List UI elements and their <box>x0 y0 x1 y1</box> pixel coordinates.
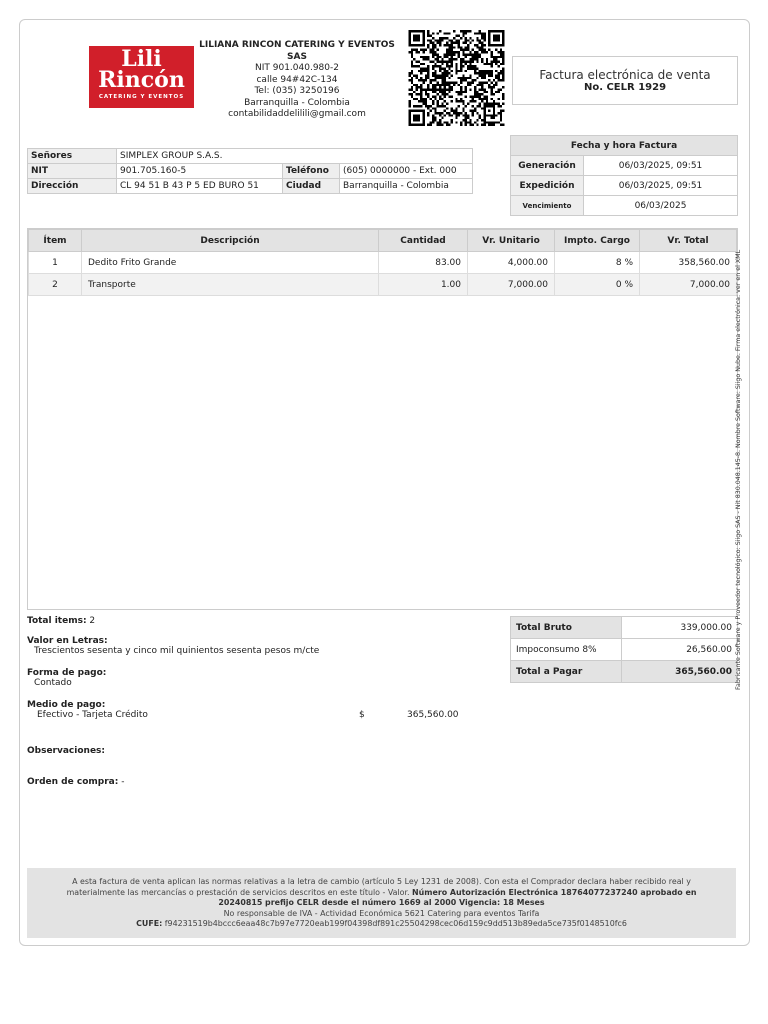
observaciones-label: Observaciones: <box>27 746 106 756</box>
date-expedicion: 06/03/2025, 09:51 <box>584 176 738 196</box>
total-pagar: 365,560.00 <box>622 661 738 683</box>
cufe-label: CUFE: <box>136 919 163 928</box>
company-nit: NIT 901.040.980-2 <box>255 63 339 73</box>
cell-impto: 8 % <box>555 252 640 274</box>
label-ciudad: Ciudad <box>283 179 340 194</box>
total-bruto: 339,000.00 <box>622 617 738 639</box>
cell-impto: 0 % <box>555 274 640 296</box>
col-total: Vr. Total <box>640 230 737 252</box>
client-city: Barranquilla - Colombia <box>340 179 473 194</box>
medio-pago <box>27 700 487 722</box>
company-info <box>194 40 400 121</box>
footer-tax-info: No responsable de IVA - Actividad Económica 5621 Catering para eventos Tarifa <box>223 908 540 918</box>
dates-header: Fecha y hora Factura <box>511 136 738 156</box>
cell-descripcion: Transporte <box>82 274 379 296</box>
legal-footer <box>27 868 736 938</box>
invoice-page <box>19 19 750 946</box>
forma-pago-value: Contado <box>34 678 72 688</box>
items-table <box>28 229 737 296</box>
label-impoconsumo: Impoconsumo 8% <box>511 639 622 661</box>
valor-letras-value: Trescientos sesenta y cinco mil quinientos sesenta pesos m/cte <box>34 646 320 656</box>
cell-unitario: 7,000.00 <box>468 274 555 296</box>
col-item: Ítem <box>29 230 82 252</box>
medio-pago-label: Medio de pago: <box>27 700 106 710</box>
client-nit: 901.705.160-5 <box>117 164 283 179</box>
dates-table <box>510 135 738 216</box>
cell-total: 358,560.00 <box>640 252 737 274</box>
cell-unitario: 4,000.00 <box>468 252 555 274</box>
cell-item: 1 <box>29 252 82 274</box>
client-phone: (605) 0000000 - Ext. 000 <box>340 164 473 179</box>
label-generacion: Generación <box>511 156 584 176</box>
label-total-bruto: Total Bruto <box>511 617 622 639</box>
document-title: Factura electrónica de venta <box>539 68 711 82</box>
total-items-label: Total items: <box>27 616 87 626</box>
qr-code <box>405 30 508 126</box>
orden-compra <box>27 777 124 787</box>
table-row <box>29 252 737 274</box>
logo-text-line3: CATERING Y EVENTOS <box>98 94 185 100</box>
cell-cantidad: 1.00 <box>379 274 468 296</box>
cell-item: 2 <box>29 274 82 296</box>
footer-legal-text: A esta factura de venta aplican las normas relativas a la letra de cambio (artículo 5 Ley 1231 de 2008). Con esta el Comprador declara haber recibido real y materialmente las mercancías o prestación de servicios descritos en este título - Valor. <box>66 877 691 897</box>
document-title-box <box>512 56 738 105</box>
label-telefono: Teléfono <box>283 164 340 179</box>
company-phone: Tel: (035) 3250196 <box>254 86 340 96</box>
document-number: No. CELR 1929 <box>583 82 667 93</box>
orden-compra-label: Orden de compra: <box>27 777 119 787</box>
company-logo <box>89 46 194 108</box>
table-row <box>29 274 737 296</box>
medio-pago-amount: 365,560.00 <box>407 710 459 720</box>
client-name: SIMPLEX GROUP S.A.S. <box>117 149 473 164</box>
medio-pago-currency: $ <box>359 710 365 720</box>
footer-authorization: Número Autorización Electrónica 18764077237240 aprobado en 20240815 prefijo CELR desde el número 1669 al 2000 Vigencia: 18 Meses <box>218 887 697 907</box>
impoconsumo: 26,560.00 <box>622 639 738 661</box>
col-impto: Impto. Cargo <box>555 230 640 252</box>
label-senores: Señores <box>28 149 117 164</box>
company-email: contabilidaddelilili@gmail.com <box>228 109 366 119</box>
forma-pago <box>27 668 106 688</box>
date-generacion: 06/03/2025, 09:51 <box>584 156 738 176</box>
cell-total: 7,000.00 <box>640 274 737 296</box>
cufe-value: f94231519b4bccc6eaa48c7b97e7720eab199f04398df891c25504298cec06d159c9dd513b89eda5ce735f0148510fc6 <box>164 919 627 928</box>
valor-letras <box>27 636 319 656</box>
valor-letras-label: Valor en Letras: <box>27 636 108 646</box>
observaciones <box>27 746 105 756</box>
label-expedicion: Expedición <box>511 176 584 196</box>
label-vencimiento: Vencimiento <box>511 196 584 216</box>
company-name: LILIANA RINCON CATERING Y EVENTOS SAS <box>199 40 395 62</box>
label-nit: NIT <box>28 164 117 179</box>
label-total-pagar: Total a Pagar <box>511 661 622 683</box>
orden-compra-value: - <box>121 777 125 787</box>
cell-cantidad: 83.00 <box>379 252 468 274</box>
col-unitario: Vr. Unitario <box>468 230 555 252</box>
company-address: calle 94#42C-134 <box>256 74 338 85</box>
items-section <box>27 228 738 610</box>
client-table <box>27 148 473 194</box>
label-direccion: Dirección <box>28 179 117 194</box>
col-cantidad: Cantidad <box>379 230 468 252</box>
total-items <box>27 616 95 626</box>
client-address: CL 94 51 B 43 P 5 ED BURO 51 <box>117 179 283 194</box>
logo-text-line2: Rincón <box>98 67 185 93</box>
total-items-value: 2 <box>89 616 96 626</box>
medio-pago-value: Efectivo - Tarjeta Crédito <box>37 710 148 720</box>
col-descripcion: Descripción <box>82 230 379 252</box>
totals-table <box>510 616 738 683</box>
date-vencimiento: 06/03/2025 <box>584 196 738 216</box>
company-city: Barranquilla - Colombia <box>244 97 350 108</box>
logo-text-line1: Lili <box>121 46 162 72</box>
cell-descripcion: Dedito Frito Grande <box>82 252 379 274</box>
forma-pago-label: Forma de pago: <box>27 668 107 678</box>
software-provider-note: Fabricante Software y Proveedor tecnológico: Siigo SAS - Nit 830.048.145-8. Nombre Software: Siigo Nube. Firma electrónica: ver en el XML <box>735 249 742 690</box>
